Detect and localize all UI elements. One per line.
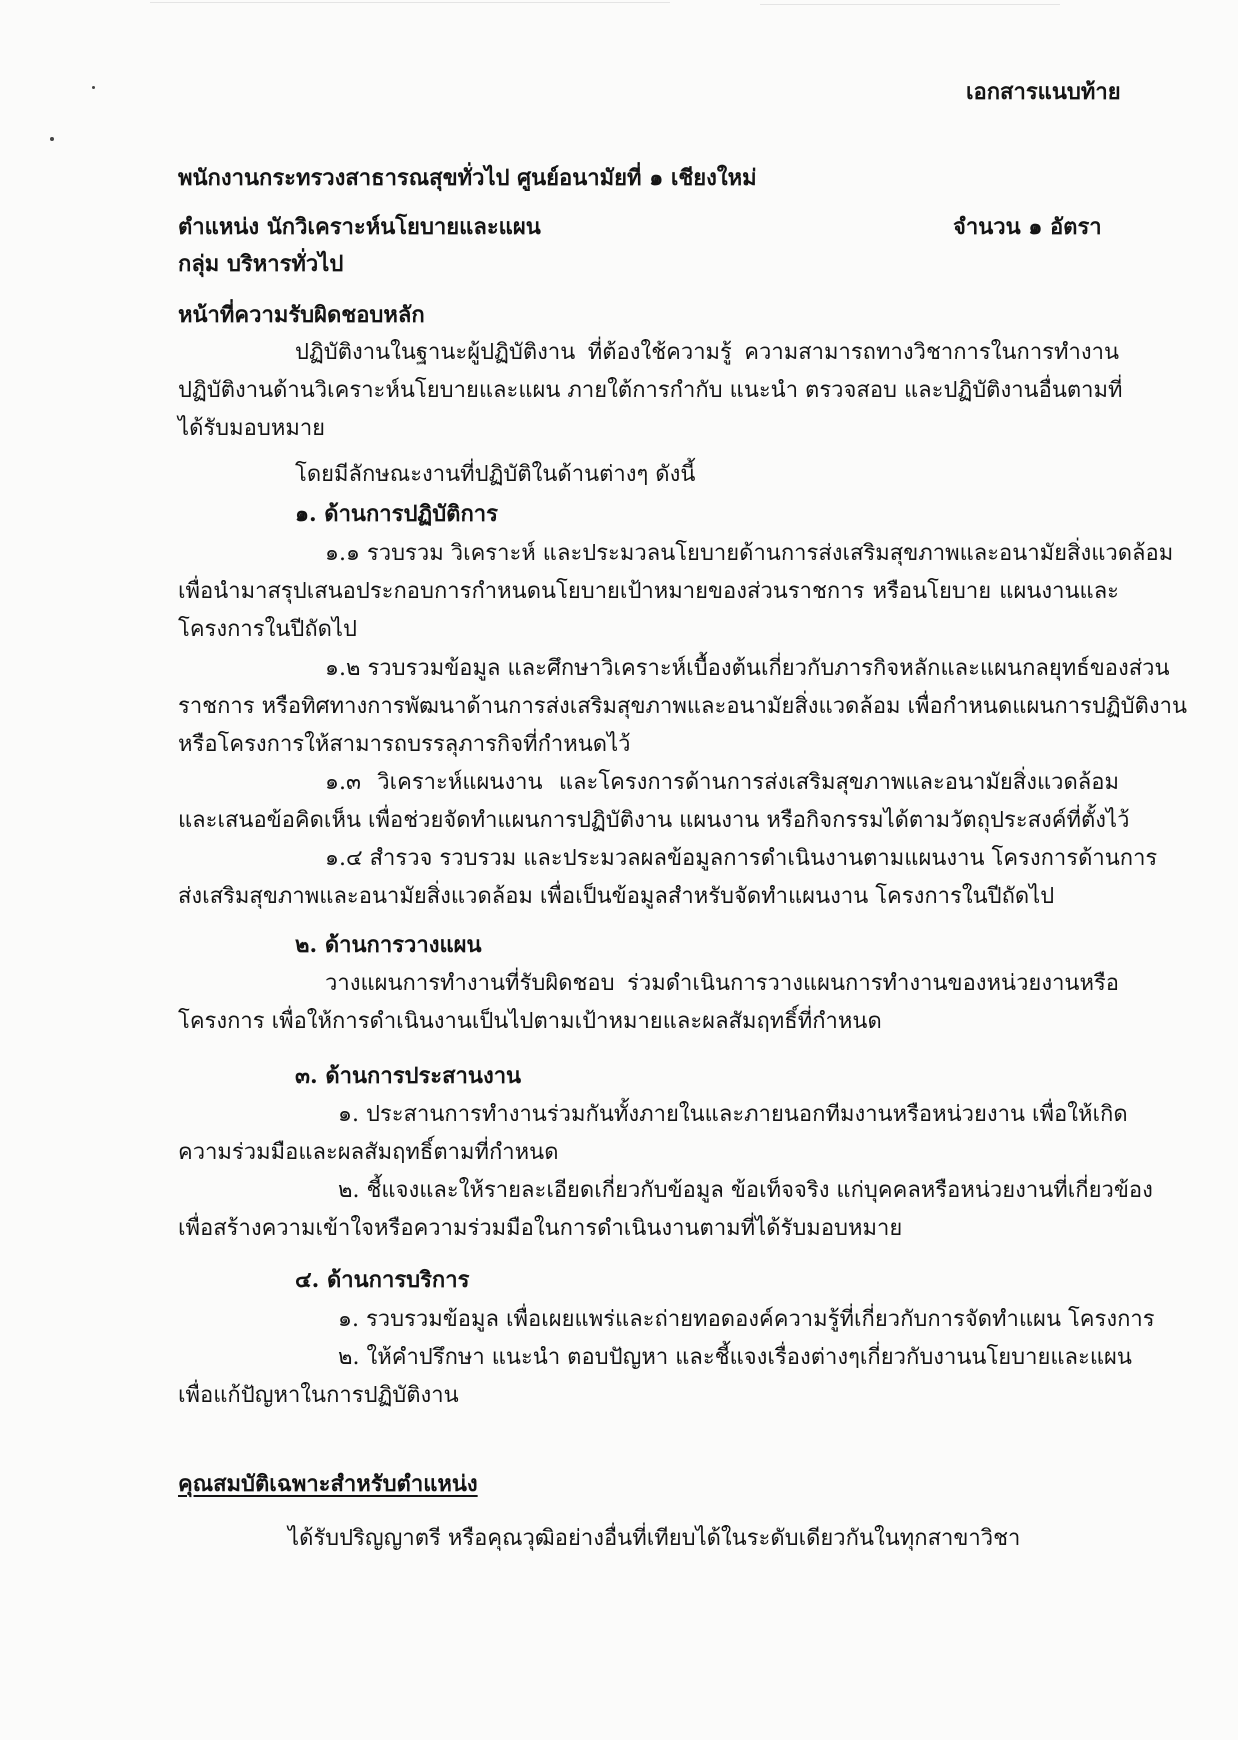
position-title: ตำแหน่ง นักวิเคราะห์นโยบายและแผน xyxy=(178,214,541,240)
duty-item-line: โครงการ เพื่อให้การดำเนินงานเป็นไปตามเป้าหมายและผลสัมฤทธิ์ที่กำหนด xyxy=(178,1009,882,1034)
section-heading: ๑. ด้านการปฏิบัติการ xyxy=(295,501,498,527)
duty-item-line: ส่งเสริมสุขภาพและอนามัยสิ่งแวดล้อม เพื่อเป็นข้อมูลสำหรับจัดทำแผนงาน โครงการในปีถัดไป xyxy=(178,884,1055,909)
section-heading: ๓. ด้านการประสานงาน xyxy=(295,1063,522,1089)
qualification-heading: คุณสมบัติเฉพาะสำหรับตำแหน่ง xyxy=(178,1471,478,1497)
scan-artifact xyxy=(150,2,670,3)
duty-item-line: หรือโครงการให้สามารถบรรลุภารกิจที่กำหนดไว้ xyxy=(178,732,631,757)
organization-title: พนักงานกระทรวงสาธารณสุขทั่วไป ศูนย์อนามัยที่ ๑ เชียงใหม่ xyxy=(178,165,757,191)
duty-item-line: เพื่อแก้ปัญหาในการปฏิบัติงาน xyxy=(178,1383,459,1408)
duty-item-line: ๒. ชี้แจงและให้รายละเอียดเกี่ยวกับข้อมูล ข้อเท็จจริง แก่บุคคลหรือหน่วยงานที่เกี่ยวข้อง xyxy=(338,1178,1153,1203)
duty-item-line: ๑. รวบรวมข้อมูล เพื่อเผยแพร่และถ่ายทอดองค์ความรู้ที่เกี่ยวกับการจัดทำแผน โครงการ xyxy=(338,1307,1155,1332)
scan-artifact xyxy=(760,4,1060,5)
qualification-text: ได้รับปริญญาตรี หรือคุณวุฒิอย่างอื่นที่เทียบได้ในระดับเดียวกันในทุกสาขาวิชา xyxy=(288,1526,1021,1551)
duties-intro-line: ปฏิบัติงานในฐานะผู้ปฏิบัติงาน ที่ต้องใช้ความรู้ ความสามารถทางวิชาการในการทำงาน xyxy=(295,340,1119,365)
position-group: กลุ่ม บริหารทั่วไป xyxy=(178,251,344,277)
duty-item-line: ราชการ หรือทิศทางการพัฒนาด้านการส่งเสริมสุขภาพและอนามัยสิ่งแวดล้อม เพื่อกำหนดแผนการปฏิบัติงาน xyxy=(178,694,1187,719)
duty-item-line: วางแผนการทำงานที่รับผิดชอบ ร่วมดำเนินการวางแผนการทำงานของหน่วยงานหรือ xyxy=(325,971,1119,996)
duty-item-line: ๒. ให้คำปรึกษา แนะนำ ตอบปัญหา และชี้แจงเรื่องต่างๆเกี่ยวกับงานนโยบายและแผน xyxy=(338,1345,1132,1370)
duty-item-line: ๑.๑ รวบรวม วิเคราะห์ และประมวลนโยบายด้านการส่งเสริมสุขภาพและอนามัยสิ่งแวดล้อม xyxy=(325,541,1174,566)
scan-speck xyxy=(50,137,54,141)
duty-item-line: ๑. ประสานการทำงานร่วมกันทั้งภายในและภายนอกทีมงานหรือหน่วยงาน เพื่อให้เกิด xyxy=(338,1102,1128,1127)
duties-intro-line: ปฏิบัติงานด้านวิเคราะห์นโยบายและแผน ภายใต้การกำกับ แนะนำ ตรวจสอบ และปฏิบัติงานอื่นตามที่ xyxy=(178,378,1123,403)
attachment-label: เอกสารแนบท้าย xyxy=(966,79,1121,105)
duty-item-line: และเสนอข้อคิดเห็น เพื่อช่วยจัดทำแผนการปฏิบัติงาน แผนงาน หรือกิจกรรมได้ตามวัตถุประสงค์ที่ตั้งไว้ xyxy=(178,808,1130,833)
duty-item-line: โครงการในปีถัดไป xyxy=(178,617,357,642)
duty-item-line: ๑.๓ วิเคราะห์แผนงาน และโครงการด้านการส่งเสริมสุขภาพและอนามัยสิ่งแวดล้อม xyxy=(325,770,1119,795)
section-heading: ๒. ด้านการวางแผน xyxy=(295,932,482,958)
position-quota: จำนวน ๑ อัตรา xyxy=(953,214,1102,240)
duty-item-line: เพื่อนำมาสรุปเสนอประกอบการกำหนดนโยบายเป้าหมายของส่วนราชการ หรือนโยบาย แผนงานและ xyxy=(178,579,1119,604)
duties-intro-line: ได้รับมอบหมาย xyxy=(178,416,326,441)
duty-item-line: ความร่วมมือและผลสัมฤทธิ์ตามที่กำหนด xyxy=(178,1140,559,1165)
duty-item-line: เพื่อสร้างความเข้าใจหรือความร่วมมือในการดำเนินงานตามที่ได้รับมอบหมาย xyxy=(178,1216,903,1241)
scan-speck xyxy=(92,86,95,89)
section-heading: ๔. ด้านการบริการ xyxy=(295,1267,470,1293)
duties-heading: หน้าที่ความรับผิดชอบหลัก xyxy=(178,302,425,328)
duty-item-line: ๑.๔ สำรวจ รวบรวม และประมวลผลข้อมูลการดำเนินงานตามแผนงาน โครงการด้านการ xyxy=(325,846,1158,871)
duty-item-line: ๑.๒ รวบรวมข้อมูล และศึกษาวิเคราะห์เบื้องต้นเกี่ยวกับภารกิจหลักและแผนกลยุทธ์ของส่วน xyxy=(325,656,1170,681)
duties-lead: โดยมีลักษณะงานที่ปฏิบัติในด้านต่างๆ ดังนี้ xyxy=(295,462,696,487)
